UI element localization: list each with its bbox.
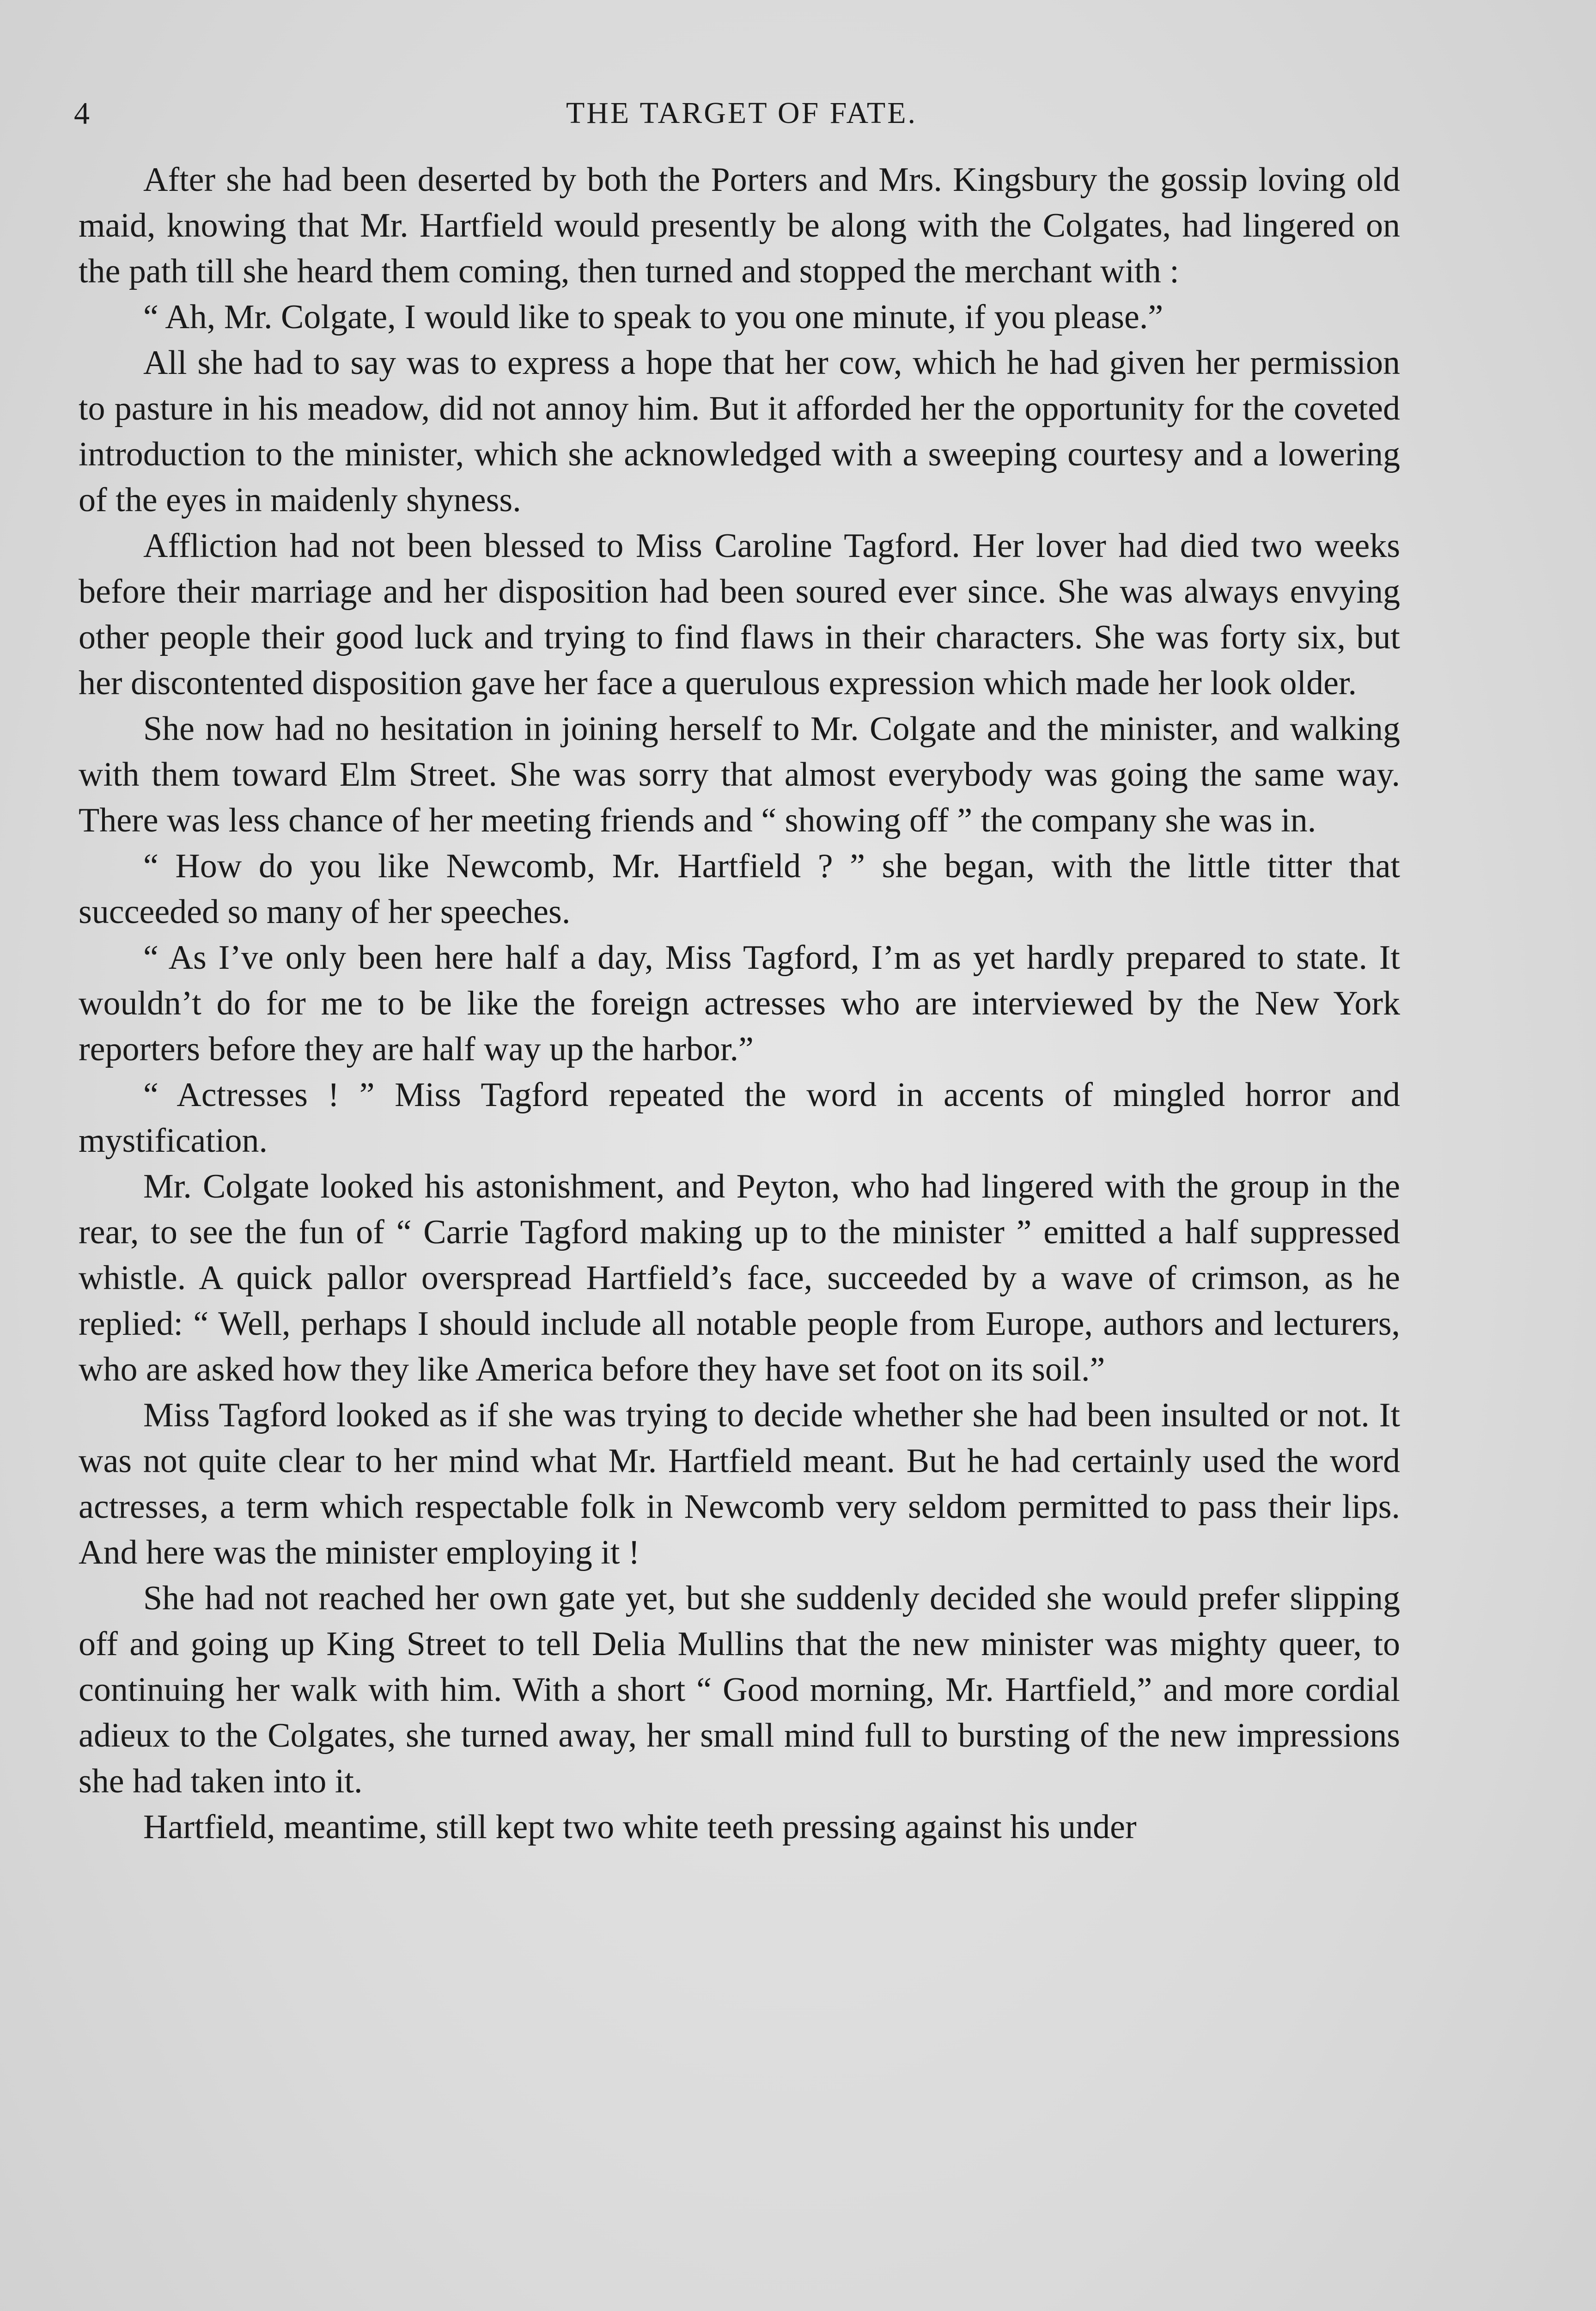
paragraph: Mr. Colgate looked his astonishment, and Peyton, who had lingered with the group in the rear, to see the fun of “ Carrie Tagford making up to the minister ” emitted a half suppressed whistle. A quick pallor overspread Hartfield’s face, succeeded by a wave of crimson, as he replied: “ Well, perhaps I should include all notable people from Europe, authors and lecturers, who are asked how they like America before they have set foot on its soil.” — [79, 1168, 1400, 1388]
page-header — [74, 88, 1409, 139]
page-number: 4 — [74, 96, 90, 131]
paragraph: She now had no hesitation in joining herself to Mr. Colgate and the minister, and walking with them toward Elm Street. She was sorry that almost everybody was going the same way. There was less chance of her meeting friends and “ showing off ” the company she was in. — [79, 710, 1400, 839]
paragraph: “ How do you like Newcomb, Mr. Hartfield ? ” she began, with the little titter that succeeded so many of her speeches. — [79, 847, 1400, 931]
paragraph: All she had to say was to express a hope that her cow, which he had given her permission to pasture in his meadow, did not annoy him. But it afforded her the opportunity for the coveted introduction to the minister, which she acknowledged with a sweeping courtesy and a lowering of the eyes in maidenly shyness. — [79, 344, 1400, 519]
paragraph: “ As I’ve only been here half a day, Miss Tagford, I’m as yet hardly prepared to state. It wouldn’t do for me to be like the foreign actresses who are interviewed by the New York reporters before they are half way up the harbor.” — [79, 939, 1400, 1068]
running-title: THE TARGET OF FATE. — [566, 96, 918, 130]
paragraph: She had not reached her own gate yet, but she suddenly decided she would prefer slipping off and going up King Street to tell Delia Mullins that the new minister was mighty queer, to continuing her walk with him. With a short “ Good morning, Mr. Hartfield,” and more cordial adieux to the Colgates, she turned away, her small mind full to bursting of the new impressions she had taken into it. — [79, 1579, 1400, 1800]
paragraph: Miss Tagford looked as if she was trying to decide whether she had been insulted or not. It was not quite clear to her mind what Mr. Hartfield meant. But he had certainly used the word actresses, a term which respectable folk in Newcomb very seldom permitted to pass their lips. And here was the minister employing it ! — [79, 1396, 1400, 1571]
body-text — [79, 157, 1400, 1850]
paragraph: Affliction had not been blessed to Miss Caroline Tagford. Her lover had died two weeks before their marriage and her disposition had been soured ever since. She was always envying other people their good luck and trying to find flaws in their characters. She was forty six, but her discontented disposition gave her face a querulous expression which made her look older. — [79, 527, 1400, 702]
paragraph: “ Ah, Mr. Colgate, I would like to speak to you one minute, if you please.” — [143, 298, 1163, 336]
paragraph: “ Actresses ! ” Miss Tagford repeated the word in accents of mingled horror and mystification. — [79, 1076, 1400, 1160]
paragraph: After she had been deserted by both the Porters and Mrs. Kingsbury the gossip loving old maid, knowing that Mr. Hartfield would presently be along with the Colgates, had lingered on the path till she heard them coming, then turned and stopped the merchant with : — [79, 161, 1400, 290]
paragraph: Hartfield, meantime, still kept two white teeth pressing against his under — [143, 1808, 1137, 1846]
